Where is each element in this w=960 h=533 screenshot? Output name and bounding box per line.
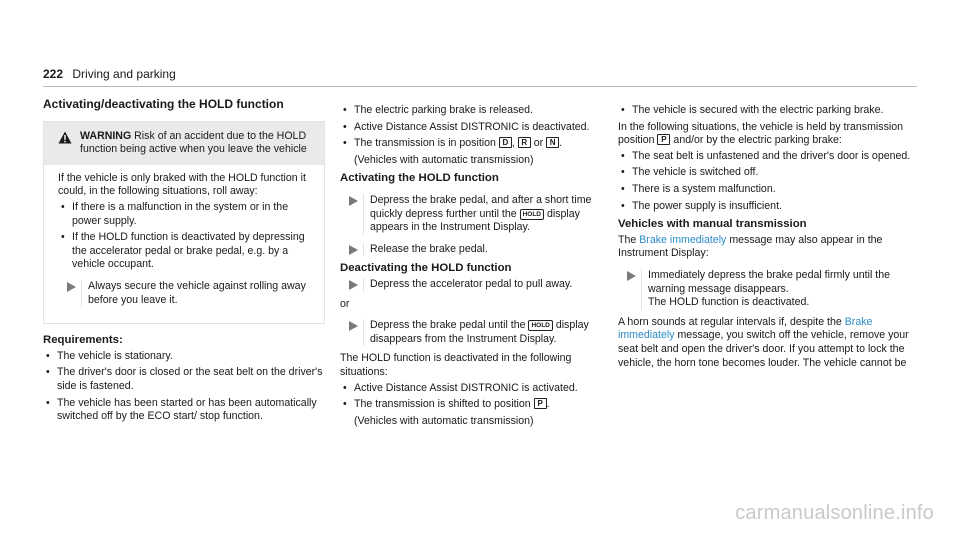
step-result: The HOLD function is deactivated.: [648, 296, 810, 309]
requirements-heading: Requirements:: [43, 334, 123, 347]
list-item: • The power supply is insufficient.: [618, 200, 918, 214]
instruction-step: [340, 243, 606, 257]
instruction-step: [340, 319, 606, 346]
step-bar: [363, 243, 364, 257]
gear-n-icon: N: [546, 137, 559, 148]
instruction-step: [340, 278, 606, 292]
step-bar: [81, 280, 82, 307]
step-arrow-icon: [627, 271, 636, 281]
step-text: display disappears from the Instrument Display.: [370, 319, 589, 345]
step-arrow-icon: [67, 282, 76, 292]
list-item: • The seat belt is unfastened and the driver's door is opened.: [618, 150, 918, 164]
step-bar: [363, 278, 364, 292]
gear-d-icon: D: [499, 137, 512, 148]
warning-header: [44, 122, 324, 165]
gear-p-icon: P: [657, 134, 670, 145]
list-item: • The vehicle is secured with the electric parking brake.: [618, 104, 918, 118]
step-text: Immediately depress the brake pedal firmly until the warning message disappears.: [648, 268, 891, 295]
step-text: Depress the brake pedal until the: [370, 319, 526, 332]
manual-transmission-heading: Vehicles with manual transmission: [618, 218, 807, 231]
auto-transmission-note: (Vehicles with automatic transmission): [354, 153, 534, 166]
situations-list: [618, 104, 918, 118]
instruction-step: [618, 269, 918, 310]
brake-immediately-link[interactable]: Brake immediately: [639, 233, 727, 246]
brake-immediately-link[interactable]: Brake immediately: [618, 315, 873, 342]
column-2: [340, 98, 606, 428]
list-item: • The transmission is in position D , R or N .: [340, 137, 606, 151]
watermark: carmanualsonline.info: [735, 502, 934, 525]
transmission-text: The transmission is in position: [354, 137, 496, 150]
activating-heading: Activating the HOLD function: [340, 172, 499, 185]
list-item: • Active Distance Assist DISTRONIC is deactivated.: [340, 121, 606, 135]
requirements-list: [43, 350, 325, 424]
deactivating-heading: Deactivating the HOLD function: [340, 262, 512, 275]
page-header: [43, 68, 176, 82]
manual-text: The Brake immediately message may also appear in the Instrument Display:: [618, 233, 883, 260]
held-situations-list: [618, 150, 918, 213]
step-text: display appears in the Instrument Display.: [370, 207, 580, 234]
step-text: Release the brake pedal.: [370, 242, 488, 255]
warning-text: [80, 130, 314, 157]
list-item: • The transmission is shifted to position P .: [340, 398, 606, 412]
step-text: Always secure the vehicle against rolling away before you leave it.: [88, 279, 306, 306]
section-title: Driving and parking: [72, 67, 176, 81]
step-text: Depress the accelerator pedal to pull away.: [370, 277, 573, 290]
warning-body: [44, 165, 324, 323]
instruction-step: [340, 194, 606, 235]
step-bar: [363, 319, 364, 346]
list-item: • If the HOLD function is deactivated by depressing the accelerator pedal or brake pedal, e.g. by a vehicle occupant.: [58, 231, 314, 272]
instruction-step: [58, 280, 314, 307]
requirements-list-continued: [340, 104, 606, 151]
warning-body-text: If the vehicle is only braked with the HOLD function it could, in the following situations, roll away:: [58, 171, 306, 198]
list-item: • The driver's door is closed or the seat belt on the driver's side is fastened.: [43, 366, 325, 393]
step-arrow-icon: [349, 321, 358, 331]
page-number: 222: [43, 67, 64, 81]
or-separator: or: [340, 297, 350, 310]
hold-icon: HOLD: [528, 320, 552, 331]
list-item: • Active Distance Assist DISTRONIC is activated.: [340, 382, 606, 396]
list-item: • The electric parking brake is released.: [340, 104, 606, 118]
section-heading: Activating/deactivating the HOLD function: [43, 97, 284, 111]
gear-p-icon: P: [534, 398, 547, 409]
step-arrow-icon: [349, 280, 358, 290]
list-item: • The vehicle is stationary.: [43, 350, 325, 364]
gear-r-icon: R: [518, 137, 531, 148]
warning-bullets: [58, 201, 314, 272]
step-text: Depress the brake pedal, and after a short time quickly depress further until the: [370, 193, 592, 220]
deactivated-list: [340, 382, 606, 412]
warning-message: Risk of an accident due to the HOLD function being active when you leave the vehicle: [80, 129, 307, 156]
auto-transmission-note: (Vehicles with automatic transmission): [354, 414, 534, 427]
list-item: • The vehicle has been started or has been automatically switched off by the ECO start/ stop function.: [43, 397, 325, 424]
header-divider: [43, 86, 917, 87]
list-item: • If there is a malfunction in the system or in the power supply.: [58, 201, 314, 228]
list-item: • There is a system malfunction.: [618, 183, 918, 197]
column-3: [618, 98, 918, 370]
hold-icon: HOLD: [520, 209, 544, 220]
step-bar: [641, 269, 642, 310]
warning-title: WARNING: [80, 129, 132, 142]
list-item: • The vehicle is switched off.: [618, 166, 918, 180]
column-1: [43, 98, 325, 427]
step-arrow-icon: [349, 245, 358, 255]
warning-box: [43, 121, 325, 325]
horn-text: A horn sounds at regular intervals if, despite the Brake immediately message, you switch off the vehicle, remove your seat belt and open the driver's door. If you attempt to lock the vehicle, the horn tone becomes louder. The vehicle cannot be: [618, 315, 909, 369]
step-arrow-icon: [349, 196, 358, 206]
warning-triangle-icon: [58, 131, 80, 149]
deactivated-text: The HOLD function is deactivated in the following situations:: [340, 352, 572, 378]
step-bar: [363, 194, 364, 235]
held-text: In the following situations, the vehicle is held by transmission position P and/or by the electric parking brake:: [618, 120, 904, 147]
